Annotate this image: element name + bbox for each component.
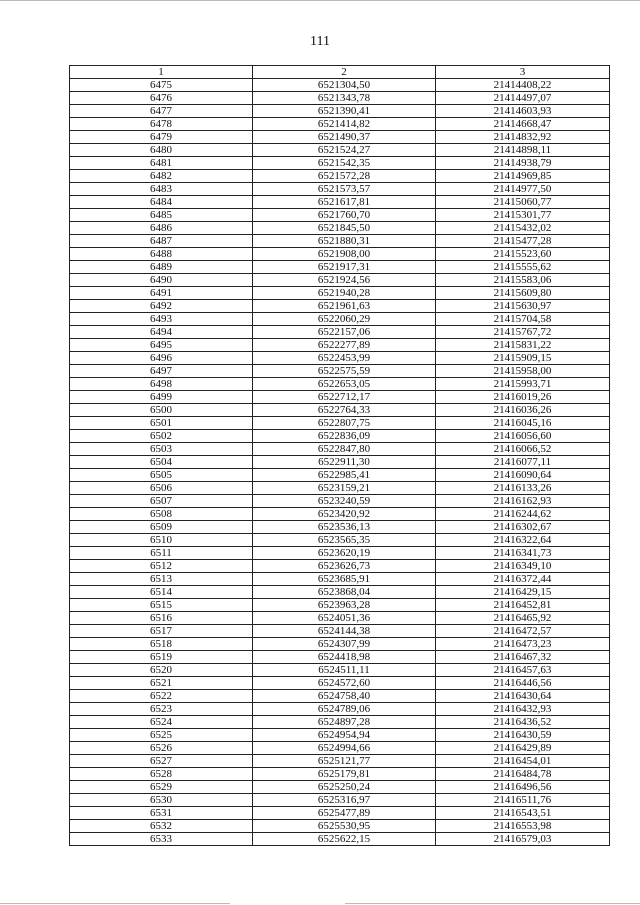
point-number-cell: 6517 — [70, 625, 253, 638]
table-row — [70, 248, 610, 261]
y-coordinate-cell: 21414977,50 — [436, 183, 610, 196]
scan-edge-top — [0, 0, 640, 1]
point-number-cell: 6529 — [70, 781, 253, 794]
point-number-cell: 6477 — [70, 105, 253, 118]
y-coordinate-cell: 21415477,28 — [436, 235, 610, 248]
x-coordinate-cell: 6521542,35 — [253, 157, 436, 170]
point-number-cell: 6492 — [70, 300, 253, 313]
point-number-cell: 6522 — [70, 690, 253, 703]
point-number-cell: 6511 — [70, 547, 253, 560]
y-coordinate-cell: 21416429,15 — [436, 586, 610, 599]
y-coordinate-cell: 21416465,92 — [436, 612, 610, 625]
point-number-cell: 6518 — [70, 638, 253, 651]
y-coordinate-cell: 21416446,56 — [436, 677, 610, 690]
point-number-cell: 6479 — [70, 131, 253, 144]
table-row — [70, 560, 610, 573]
x-coordinate-cell: 6525530,95 — [253, 820, 436, 833]
y-coordinate-cell: 21416484,78 — [436, 768, 610, 781]
y-coordinate-cell: 21416019,26 — [436, 391, 610, 404]
table-row — [70, 833, 610, 846]
y-coordinate-cell: 21416472,57 — [436, 625, 610, 638]
y-coordinate-cell: 21416133,26 — [436, 482, 610, 495]
x-coordinate-cell: 6522060,29 — [253, 313, 436, 326]
table-row — [70, 391, 610, 404]
point-number-cell: 6525 — [70, 729, 253, 742]
x-coordinate-cell: 6521760,70 — [253, 209, 436, 222]
point-number-cell: 6482 — [70, 170, 253, 183]
table-row — [70, 456, 610, 469]
table-row — [70, 287, 610, 300]
point-number-cell: 6530 — [70, 794, 253, 807]
table-row — [70, 430, 610, 443]
x-coordinate-cell: 6521390,41 — [253, 105, 436, 118]
point-number-cell: 6486 — [70, 222, 253, 235]
y-coordinate-cell: 21416511,76 — [436, 794, 610, 807]
x-coordinate-cell: 6522453,99 — [253, 352, 436, 365]
point-number-cell: 6495 — [70, 339, 253, 352]
x-coordinate-cell: 6522911,30 — [253, 456, 436, 469]
table-row — [70, 222, 610, 235]
table-row — [70, 703, 610, 716]
point-number-cell: 6476 — [70, 92, 253, 105]
y-coordinate-cell: 21414603,93 — [436, 105, 610, 118]
x-coordinate-cell: 6523536,13 — [253, 521, 436, 534]
x-coordinate-cell: 6522847,80 — [253, 443, 436, 456]
x-coordinate-cell: 6524051,36 — [253, 612, 436, 625]
table-row — [70, 534, 610, 547]
table-body — [70, 79, 610, 846]
table-row — [70, 638, 610, 651]
table-row — [70, 274, 610, 287]
table-row — [70, 326, 610, 339]
y-coordinate-cell: 21416496,56 — [436, 781, 610, 794]
point-number-cell: 6508 — [70, 508, 253, 521]
y-coordinate-cell: 21416090,64 — [436, 469, 610, 482]
y-coordinate-cell: 21415523,60 — [436, 248, 610, 261]
table-row — [70, 482, 610, 495]
table-row — [70, 768, 610, 781]
x-coordinate-cell: 6521961,63 — [253, 300, 436, 313]
x-coordinate-cell: 6522807,75 — [253, 417, 436, 430]
x-coordinate-cell: 6524572,60 — [253, 677, 436, 690]
x-coordinate-cell: 6521940,28 — [253, 287, 436, 300]
x-coordinate-cell: 6521845,50 — [253, 222, 436, 235]
column-header-3: 3 — [436, 66, 610, 79]
table-row — [70, 144, 610, 157]
y-coordinate-cell: 21416436,52 — [436, 716, 610, 729]
x-coordinate-cell: 6523565,35 — [253, 534, 436, 547]
y-coordinate-cell: 21416432,93 — [436, 703, 610, 716]
table-row — [70, 599, 610, 612]
x-coordinate-cell: 6523240,59 — [253, 495, 436, 508]
y-coordinate-cell: 21414969,85 — [436, 170, 610, 183]
table-row — [70, 79, 610, 92]
point-number-cell: 6504 — [70, 456, 253, 469]
table-row — [70, 417, 610, 430]
table-row — [70, 521, 610, 534]
point-number-cell: 6475 — [70, 79, 253, 92]
point-number-cell: 6494 — [70, 326, 253, 339]
table-row — [70, 495, 610, 508]
table-row — [70, 313, 610, 326]
point-number-cell: 6527 — [70, 755, 253, 768]
point-number-cell: 6521 — [70, 677, 253, 690]
x-coordinate-cell: 6523620,19 — [253, 547, 436, 560]
table-row — [70, 690, 610, 703]
x-coordinate-cell: 6521617,81 — [253, 196, 436, 209]
y-coordinate-cell: 21416066,52 — [436, 443, 610, 456]
x-coordinate-cell: 6521573,57 — [253, 183, 436, 196]
table-row — [70, 183, 610, 196]
table-row — [70, 339, 610, 352]
table-row — [70, 716, 610, 729]
x-coordinate-cell: 6523963,28 — [253, 599, 436, 612]
coordinates-table — [69, 65, 610, 846]
y-coordinate-cell: 21416341,73 — [436, 547, 610, 560]
point-number-cell: 6507 — [70, 495, 253, 508]
y-coordinate-cell: 21414898,11 — [436, 144, 610, 157]
y-coordinate-cell: 21416473,23 — [436, 638, 610, 651]
table-row — [70, 612, 610, 625]
x-coordinate-cell: 6522277,89 — [253, 339, 436, 352]
table-row — [70, 586, 610, 599]
point-number-cell: 6497 — [70, 365, 253, 378]
y-coordinate-cell: 21414938,79 — [436, 157, 610, 170]
point-number-cell: 6483 — [70, 183, 253, 196]
point-number-cell: 6490 — [70, 274, 253, 287]
y-coordinate-cell: 21415909,15 — [436, 352, 610, 365]
point-number-cell: 6512 — [70, 560, 253, 573]
column-header-1: 1 — [70, 66, 253, 79]
x-coordinate-cell: 6524418,98 — [253, 651, 436, 664]
y-coordinate-cell: 21415060,77 — [436, 196, 610, 209]
x-coordinate-cell: 6525121,77 — [253, 755, 436, 768]
x-coordinate-cell: 6522653,05 — [253, 378, 436, 391]
point-number-cell: 6523 — [70, 703, 253, 716]
y-coordinate-cell: 21416045,16 — [436, 417, 610, 430]
y-coordinate-cell: 21415583,06 — [436, 274, 610, 287]
point-number-cell: 6515 — [70, 599, 253, 612]
point-number-cell: 6514 — [70, 586, 253, 599]
y-coordinate-cell: 21415301,77 — [436, 209, 610, 222]
point-number-cell: 6478 — [70, 118, 253, 131]
y-coordinate-cell: 21415831,22 — [436, 339, 610, 352]
point-number-cell: 6498 — [70, 378, 253, 391]
point-number-cell: 6533 — [70, 833, 253, 846]
x-coordinate-cell: 6524789,06 — [253, 703, 436, 716]
table-row — [70, 651, 610, 664]
y-coordinate-cell: 21416322,64 — [436, 534, 610, 547]
point-number-cell: 6528 — [70, 768, 253, 781]
x-coordinate-cell: 6524994,66 — [253, 742, 436, 755]
point-number-cell: 6519 — [70, 651, 253, 664]
y-coordinate-cell: 21416543,51 — [436, 807, 610, 820]
y-coordinate-cell: 21415993,71 — [436, 378, 610, 391]
x-coordinate-cell: 6523626,73 — [253, 560, 436, 573]
point-number-cell: 6513 — [70, 573, 253, 586]
x-coordinate-cell: 6523159,21 — [253, 482, 436, 495]
table-row — [70, 547, 610, 560]
point-number-cell: 6480 — [70, 144, 253, 157]
y-coordinate-cell: 21416430,64 — [436, 690, 610, 703]
point-number-cell: 6531 — [70, 807, 253, 820]
y-coordinate-cell: 21416454,01 — [436, 755, 610, 768]
x-coordinate-cell: 6525477,89 — [253, 807, 436, 820]
table-row — [70, 300, 610, 313]
y-coordinate-cell: 21415958,00 — [436, 365, 610, 378]
table-row — [70, 729, 610, 742]
x-coordinate-cell: 6521490,37 — [253, 131, 436, 144]
x-coordinate-cell: 6525316,97 — [253, 794, 436, 807]
y-coordinate-cell: 21416302,67 — [436, 521, 610, 534]
point-number-cell: 6505 — [70, 469, 253, 482]
x-coordinate-cell: 6521304,50 — [253, 79, 436, 92]
table-row — [70, 573, 610, 586]
x-coordinate-cell: 6524897,28 — [253, 716, 436, 729]
table-row — [70, 664, 610, 677]
table-row — [70, 443, 610, 456]
y-coordinate-cell: 21414832,92 — [436, 131, 610, 144]
table-row — [70, 261, 610, 274]
point-number-cell: 6496 — [70, 352, 253, 365]
table-row — [70, 755, 610, 768]
point-number-cell: 6526 — [70, 742, 253, 755]
y-coordinate-cell: 21415609,80 — [436, 287, 610, 300]
x-coordinate-cell: 6524144,38 — [253, 625, 436, 638]
x-coordinate-cell: 6524758,40 — [253, 690, 436, 703]
table-row — [70, 118, 610, 131]
table-row — [70, 170, 610, 183]
y-coordinate-cell: 21415704,58 — [436, 313, 610, 326]
x-coordinate-cell: 6522764,33 — [253, 404, 436, 417]
x-coordinate-cell: 6521524,27 — [253, 144, 436, 157]
x-coordinate-cell: 6521880,31 — [253, 235, 436, 248]
y-coordinate-cell: 21416244,62 — [436, 508, 610, 521]
x-coordinate-cell: 6523685,91 — [253, 573, 436, 586]
table-row — [70, 378, 610, 391]
table-row — [70, 807, 610, 820]
x-coordinate-cell: 6522836,09 — [253, 430, 436, 443]
point-number-cell: 6493 — [70, 313, 253, 326]
y-coordinate-cell: 21416579,03 — [436, 833, 610, 846]
y-coordinate-cell: 21416056,60 — [436, 430, 610, 443]
table-row — [70, 196, 610, 209]
x-coordinate-cell: 6521917,31 — [253, 261, 436, 274]
point-number-cell: 6488 — [70, 248, 253, 261]
table-row — [70, 92, 610, 105]
point-number-cell: 6509 — [70, 521, 253, 534]
point-number-cell: 6500 — [70, 404, 253, 417]
y-coordinate-cell: 21416036,26 — [436, 404, 610, 417]
point-number-cell: 6484 — [70, 196, 253, 209]
point-number-cell: 6501 — [70, 417, 253, 430]
point-number-cell: 6481 — [70, 157, 253, 170]
table-row — [70, 625, 610, 638]
x-coordinate-cell: 6522985,41 — [253, 469, 436, 482]
point-number-cell: 6503 — [70, 443, 253, 456]
y-coordinate-cell: 21416162,93 — [436, 495, 610, 508]
y-coordinate-cell: 21414668,47 — [436, 118, 610, 131]
y-coordinate-cell: 21415555,62 — [436, 261, 610, 274]
column-header-2: 2 — [253, 66, 436, 79]
point-number-cell: 6510 — [70, 534, 253, 547]
y-coordinate-cell: 21416457,63 — [436, 664, 610, 677]
y-coordinate-cell: 21416430,59 — [436, 729, 610, 742]
x-coordinate-cell: 6521414,82 — [253, 118, 436, 131]
x-coordinate-cell: 6521924,56 — [253, 274, 436, 287]
point-number-cell: 6502 — [70, 430, 253, 443]
point-number-cell: 6506 — [70, 482, 253, 495]
x-coordinate-cell: 6524307,99 — [253, 638, 436, 651]
y-coordinate-cell: 21416077,11 — [436, 456, 610, 469]
page-number: 111 — [310, 34, 330, 49]
y-coordinate-cell: 21416349,10 — [436, 560, 610, 573]
point-number-cell: 6516 — [70, 612, 253, 625]
point-number-cell: 6489 — [70, 261, 253, 274]
y-coordinate-cell: 21416429,89 — [436, 742, 610, 755]
y-coordinate-cell: 21416372,44 — [436, 573, 610, 586]
point-number-cell: 6487 — [70, 235, 253, 248]
x-coordinate-cell: 6522157,06 — [253, 326, 436, 339]
scan-edge-bottom-left — [0, 903, 230, 904]
y-coordinate-cell: 21415630,97 — [436, 300, 610, 313]
table-row — [70, 131, 610, 144]
point-number-cell: 6524 — [70, 716, 253, 729]
x-coordinate-cell: 6525179,81 — [253, 768, 436, 781]
table-row — [70, 365, 610, 378]
point-number-cell: 6520 — [70, 664, 253, 677]
table-row — [70, 235, 610, 248]
table-row — [70, 677, 610, 690]
y-coordinate-cell: 21414497,07 — [436, 92, 610, 105]
y-coordinate-cell: 21415432,02 — [436, 222, 610, 235]
table-row — [70, 352, 610, 365]
x-coordinate-cell: 6522575,59 — [253, 365, 436, 378]
table-row — [70, 404, 610, 417]
x-coordinate-cell: 6521343,78 — [253, 92, 436, 105]
table-row — [70, 469, 610, 482]
y-coordinate-cell: 21414408,22 — [436, 79, 610, 92]
y-coordinate-cell: 21416467,32 — [436, 651, 610, 664]
scan-edge-bottom-right — [345, 903, 640, 904]
table-row — [70, 209, 610, 222]
x-coordinate-cell: 6522712,17 — [253, 391, 436, 404]
table-row — [70, 794, 610, 807]
x-coordinate-cell: 6521908,00 — [253, 248, 436, 261]
table-row — [70, 820, 610, 833]
table-row — [70, 508, 610, 521]
table-header-row — [70, 66, 610, 79]
x-coordinate-cell: 6521572,28 — [253, 170, 436, 183]
x-coordinate-cell: 6525622,15 — [253, 833, 436, 846]
point-number-cell: 6491 — [70, 287, 253, 300]
point-number-cell: 6485 — [70, 209, 253, 222]
x-coordinate-cell: 6525250,24 — [253, 781, 436, 794]
x-coordinate-cell: 6523868,04 — [253, 586, 436, 599]
y-coordinate-cell: 21416452,81 — [436, 599, 610, 612]
table-row — [70, 105, 610, 118]
point-number-cell: 6499 — [70, 391, 253, 404]
table-row — [70, 742, 610, 755]
table-row — [70, 781, 610, 794]
x-coordinate-cell: 6523420,92 — [253, 508, 436, 521]
x-coordinate-cell: 6524954,94 — [253, 729, 436, 742]
y-coordinate-cell: 21415767,72 — [436, 326, 610, 339]
y-coordinate-cell: 21416553,98 — [436, 820, 610, 833]
table-row — [70, 157, 610, 170]
point-number-cell: 6532 — [70, 820, 253, 833]
x-coordinate-cell: 6524511,11 — [253, 664, 436, 677]
